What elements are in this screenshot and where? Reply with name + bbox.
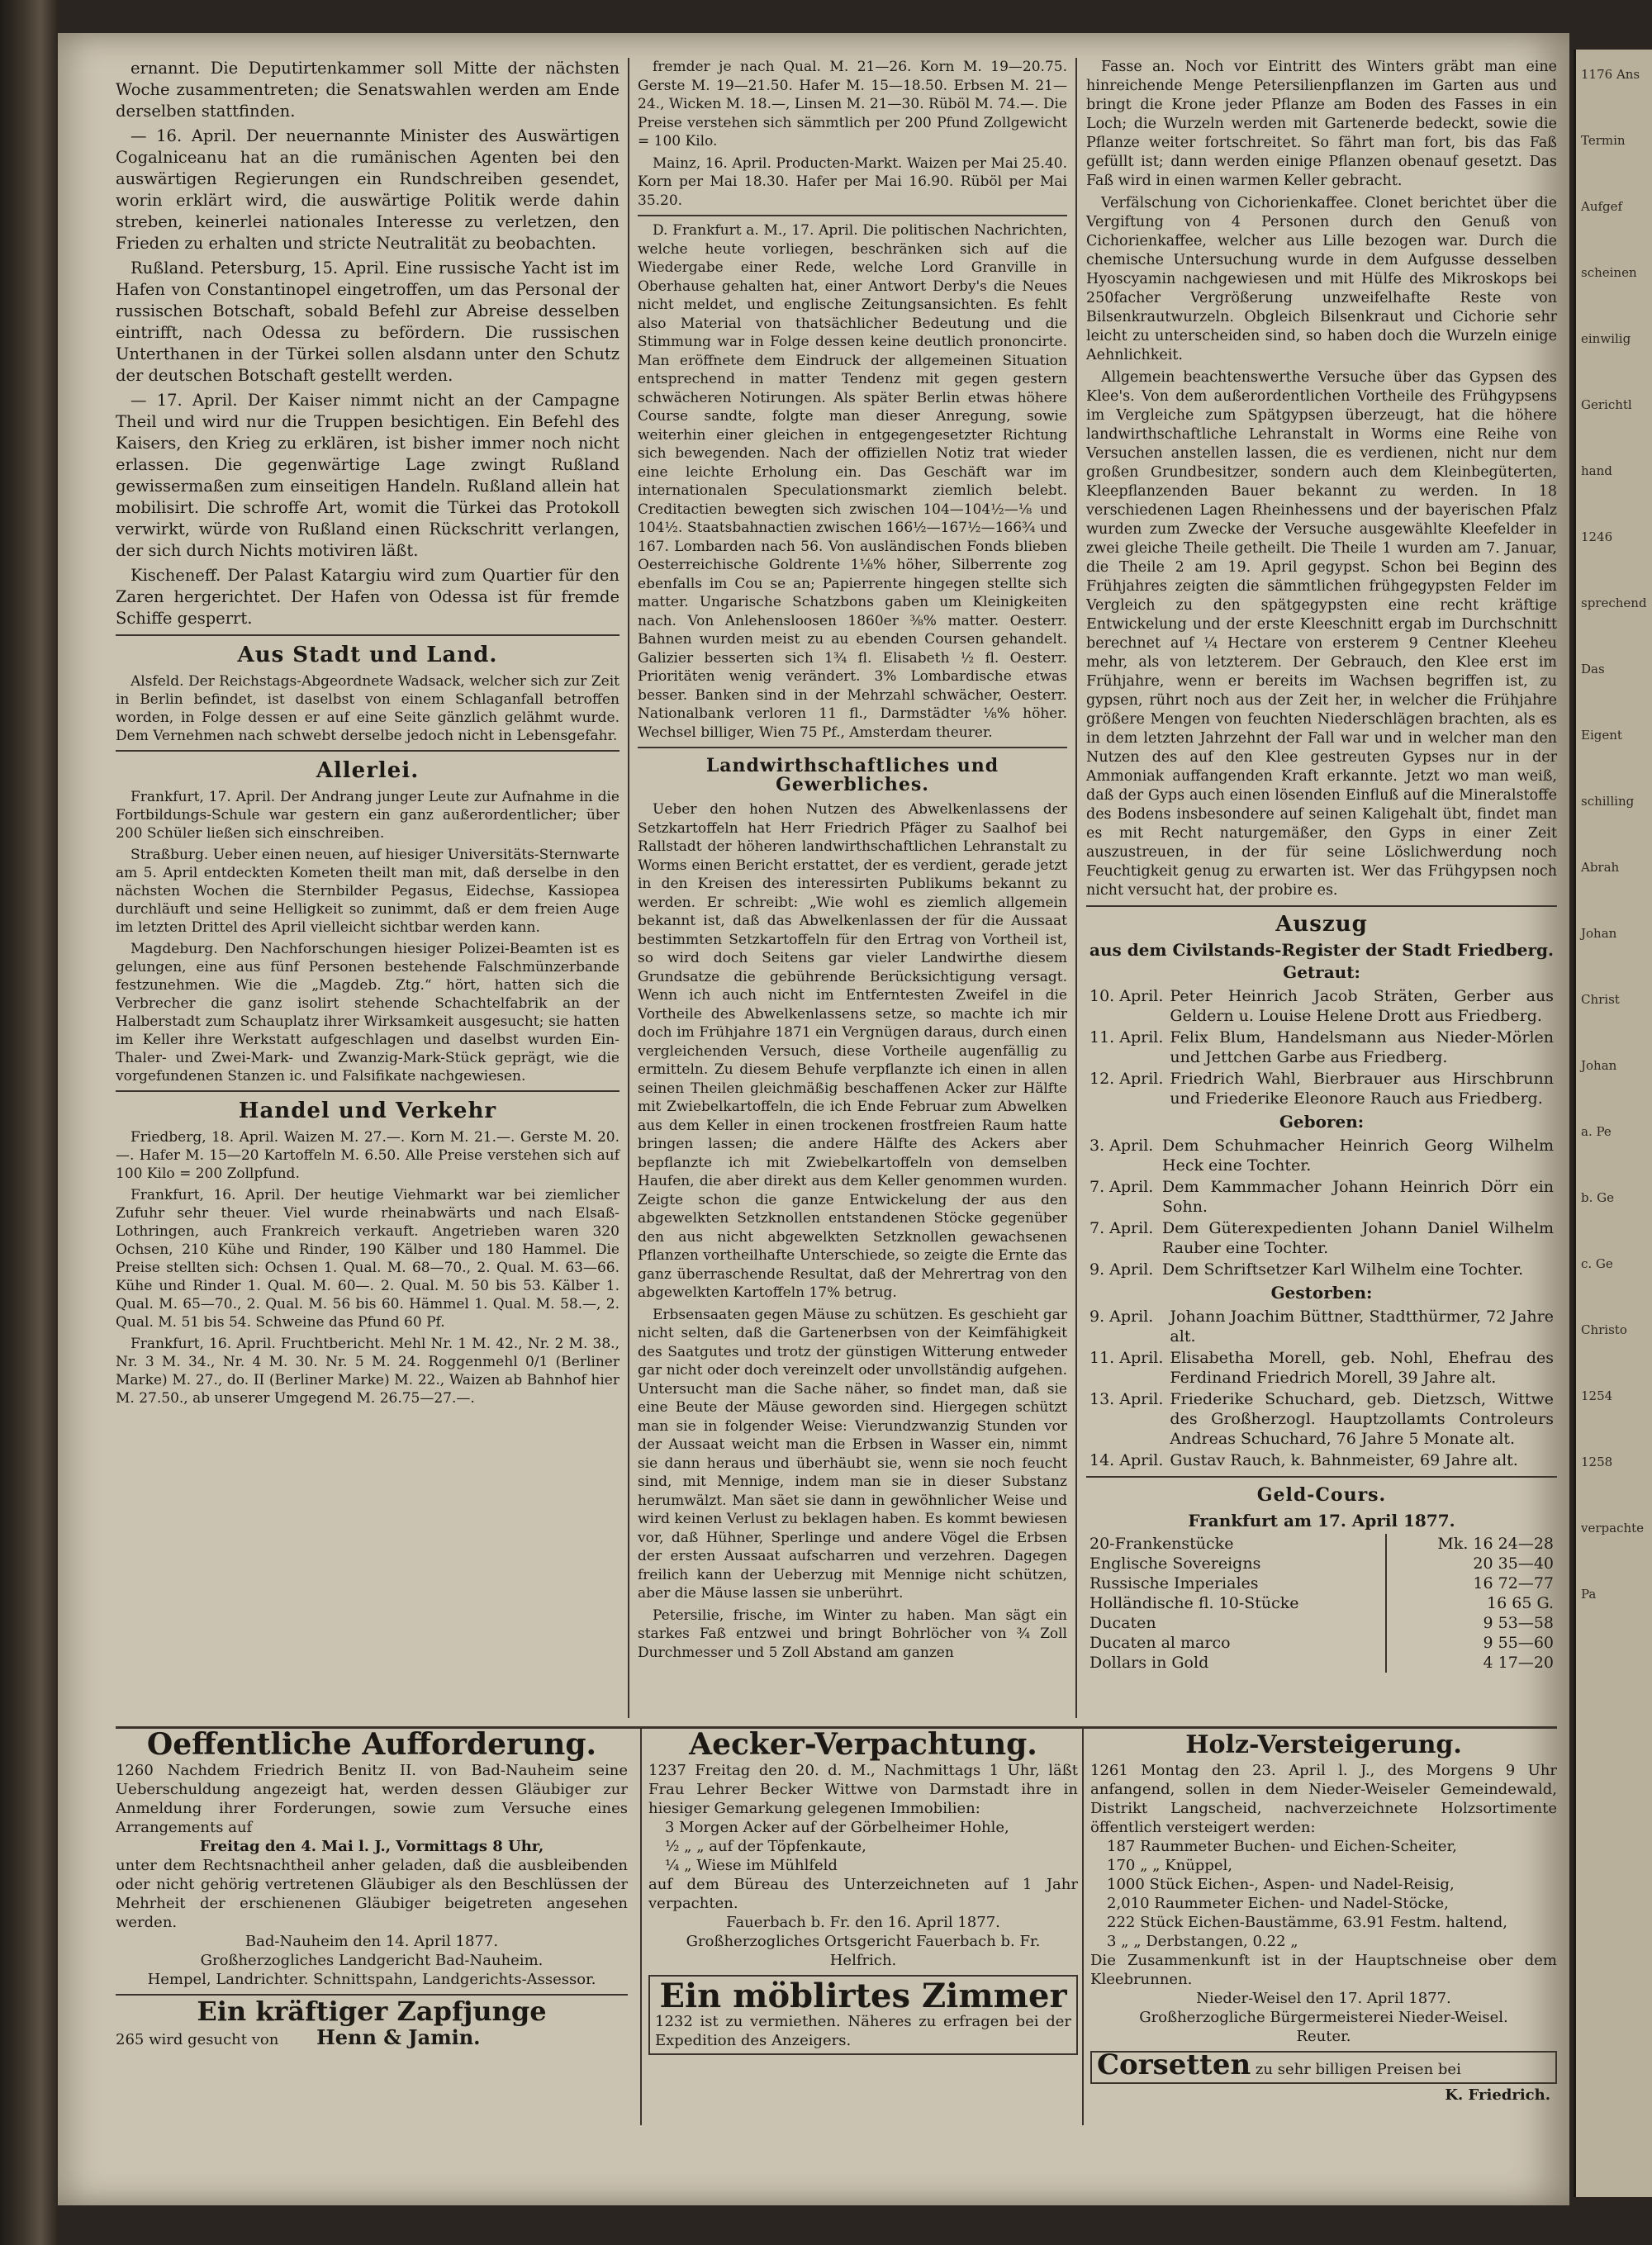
register-row	[1086, 1217, 1557, 1259]
divider	[1086, 905, 1557, 907]
adjacent-page-fragment	[1574, 50, 1652, 2197]
divider	[638, 215, 1067, 216]
currency-row	[1086, 1554, 1557, 1573]
register-row	[1086, 1450, 1557, 1471]
register-row	[1086, 1388, 1557, 1450]
ad-text: 1232 ist zu vermiethen. Näheres zu erfragen bei der Expedition des Anzeigers.	[655, 2013, 1071, 2049]
ad-text: auf dem Büreau des Unterzeichneten auf 1 Jahr verpachten.	[648, 1876, 1078, 1912]
ad-text: Die Zusammenkunft ist in der Hauptschneise ober dem Kleebrunnen.	[1090, 1952, 1557, 1988]
ad-list-item: 222 Stück Eichen-Baustämme, 63.91 Festm. haltend,	[1107, 1914, 1508, 1931]
book-spine	[0, 0, 58, 2245]
fragment-text: Johan	[1581, 926, 1617, 941]
fragment-text: Christo	[1581, 1322, 1627, 1337]
currency-value: 20 35—40	[1386, 1554, 1557, 1573]
article-text: Friedberg, 18. April. Waizen M. 27.—. Korn M. 21.—. Gerste M. 20.—. Hafer M. 15—20 Kartoffeln M. 6.50. Alle Preise verstehen sich auf 100 Kilo = 200 Zollpfund.	[116, 1129, 620, 1182]
register-entry: Elisabetha Morell, geb. Nohl, Ehefrau des Ferdinand Friedrich Morell, 39 Jahre alt.	[1170, 1349, 1554, 1387]
fragment-text: b. Ge	[1581, 1190, 1614, 1205]
fragment-text: Johan	[1581, 1058, 1617, 1073]
fragment-text: 1258	[1581, 1455, 1613, 1469]
ad-list-item: 2,010 Raummeter Eichen- und Nadel-Stöcke,	[1107, 1895, 1449, 1912]
ad-text: 265 wird gesucht von	[116, 2031, 279, 2048]
register-entry: Dem Kammmacher Johann Heinrich Dörr ein Sohn.	[1162, 1178, 1554, 1216]
ad-title: Ein möblirtes Zimmer	[659, 1977, 1067, 2015]
ad-text: zu sehr billigen Preisen bei	[1255, 2061, 1461, 2078]
ad-signature: Helfrich.	[829, 1952, 897, 1969]
ad-office: Großherzogliches Landgericht Bad-Nauheim.	[200, 1952, 544, 1969]
fragment-text: 1246	[1581, 529, 1613, 544]
article-text: Verfälschung von Cichorienkaffee. Clonet berichtet über die Vergiftung von 4 Personen durch den Genuß von Cichorienkaffee, welcher aus Lille bezogen war. Durch die chemische Untersuchung wurde in dem Aufgusse desselben Hyoscyamin nachgewiesen und mit Hülfe des Mikroskops bei 250facher Vergrößerung unzweifelhafte Reste von Bilsenkrautwurzeln. Obgleich Bilsenkraut und Cichorie sehr leicht zu unterscheiden sind, so haben doch die Wurzeln einige Aehnlichkeit.	[1086, 195, 1557, 363]
article-text: Mainz, 16. April. Producten-Markt. Waizen per Mai 25.40. Korn per Mai 18.30. Hafer per Mai 16.90. Rüböl per Mai 35.20.	[638, 154, 1067, 209]
register-date: 13. April.	[1089, 1390, 1164, 1408]
ad-title: Holz-Versteigerung.	[1185, 1730, 1462, 1759]
register-entry: Dem Schriftsetzer Karl Wilhelm eine Tochter.	[1162, 1260, 1524, 1279]
article-text: Rußland. Petersburg, 15. April. Eine russische Yacht ist im Hafen von Constantinopel eingetroffen, um das Personal der russischen Botschaft, sobald Befehl zur Abreise desselben eintrifft, nach Odessa zu befördern. Die russischen Unterthanen in der Türkei sollen alsdann unter den Schutz der deutschen Botschaft gestellt werden.	[116, 259, 620, 385]
ad-office: Großherzogliche Bürgermeisterei Nieder-Weisel.	[1139, 2009, 1508, 2026]
divider	[116, 634, 620, 636]
section-heading: Aus Stadt und Land.	[237, 643, 498, 667]
ad-place: Nieder-Weisel den 17. April 1877.	[1196, 1990, 1451, 2007]
ad-date: Freitag den 4. Mai l. J., Vormittags 8 Uhr,	[199, 1838, 544, 1855]
article-text: Erbsensaaten gegen Mäuse zu schützen. Es geschieht gar nicht selten, daß die Gartenerbsen von der Keimfähigkeit des Saatgutes und trotz der günstigen Witterung entweder gar nicht oder doch vereinzelt oder unvollständig aufgehen. Untersucht man die Sache näher, so findet man, daß sie eine Beute der Mäuse geworden sind. Hiergegen schützt man sie in folgender Weise: Vierundzwanzig Stunden vor der Aussaat weicht man die Erbsen in Wasser ein, nimmt sie dann heraus und überhäubt sie, wenn sie noch feucht sind, mit Mennige, indem man sie in dieser Substanz herumwälzt. Man säet sie dann in gewöhnlicher Weise und wird keinen Verlust zu beklagen haben. Es kommt bewiesen vor, daß Hühner, Sperlinge und andere Vögel die Erbsen der ersten Aussaat aufscharren und verzehren. Dagegen freilich kann der Ueberzug mit Mennige nicht schützen, aber die Mäuse lassen sie unberührt.	[638, 1306, 1067, 1602]
fragment-text: hand	[1581, 463, 1612, 478]
article-text: Kischeneff. Der Palast Katargiu wird zum Quartier für den Zaren hergerichtet. Der Hafen von Odessa ist für fremde Schiffe gesperrt.	[116, 566, 620, 628]
column-1	[116, 58, 620, 1411]
article-text: Petersilie, frische, im Winter zu haben. Man sägt ein starkes Faß entzwei und bringt Bohrlöcher von ¾ Zoll Durchmesser und 5 Zoll Abstand am ganzen	[638, 1607, 1067, 1661]
register-entry: Peter Heinrich Jacob Sträten, Gerber aus Geldern u. Louise Helene Drott aus Friedberg.	[1170, 987, 1554, 1025]
ad-list-item: ½ „ „ auf der Töpfenkaute,	[665, 1838, 866, 1855]
fragment-text: 1176 Ans	[1581, 67, 1640, 82]
ad-signature: Reuter.	[1296, 2028, 1351, 2045]
register-date: 12. April.	[1089, 1070, 1164, 1088]
article-text: Frankfurt, 17. April. Der Andrang junger Leute zur Aufnahme in die Fortbildungs-Schule war gestern ein ganz außerordentlicher; über 200 Schüler ließen sich einschreiben.	[116, 789, 620, 842]
ad-firm: K. Friedrich.	[1445, 2086, 1550, 2104]
fragment-text: verpachte	[1581, 1521, 1645, 1535]
register-date: 10. April.	[1089, 987, 1164, 1005]
register-row	[1086, 985, 1557, 1027]
column-rule	[1075, 58, 1077, 1718]
ad-title: Oeffentliche Aufforderung.	[146, 1727, 597, 1762]
article-text: Allgemein beachtenswerthe Versuche über das Gypsen des Klee's. Von dem außerordentlichen Vortheile des Frühgypsens im Vergleiche zum Spätgypsen überzeugt, hat die höhere landwirthschaftliche Lehranstalt in Worms eine Reihe von Versuchen anstellen lassen, die es verdienen, nicht nur dem großen Grundbesitzer, sondern auch dem Kleinbegüterten, Kleepflanzenden Bauer bekannt zu werden. In 18 verschiedenen Lagen Rheinhessens und der bayerischen Pfalz wurden zum Zwecke der Versuche ausgewählte Kleefelder in zwei gleiche Theile getheilt. Die Theile 1 wurden am 7. Januar, die Theile 2 am 19. April gegypst. Schon bei Beginn des Frühjahres zeigten die sämmtlichen frühgegypsten Felder im Vergleich zu den spätgegypsten eine recht kräftige Entwickelung und der erste Kleeschnitt ergab im Durchschnitt berechnet auf ¼ Hectare von ersterem 9 Centner Kleeheu mehr, als von letzterem. Der Gebrauch, den Klee erst im Frühjahre, wenn er bereits im Wachsen begriffen ist, zu gypsen, rührt noch aus der Zeit her, in welcher die Frühjahre größere Mengen von feuchten Niederschlägen brachten, als es in dem letzten Jahrzehnt der Fall war und in welcher man den Nutzen des auf den Klee gestreuten Gypses nur in der Ammoniak auffangenden Kraft erkannte. Jetzt wo man weiß, daß der Gyps auch einen lösenden Einfluß auf die Mineralstoffe des Bodens insbesondere auf seinen Kaligehalt übt, findet man es mit Recht naturgemäßer, den Gyps in einer Zeit auszustreuen, in der für seine Löslichwerdung noch Feuchtigkeit genug zu erwarten ist. Wer das Frühgypsen noch nicht versucht hat, der probire es.	[1086, 369, 1557, 899]
ad-list-item: 170 „ „ Knüppel,	[1107, 1857, 1232, 1874]
column-2	[638, 58, 1067, 1665]
ad-list-item: ¼ „ Wiese im Mühlfeld	[665, 1857, 838, 1874]
article-text: Magdeburg. Den Nachforschungen hiesiger Polizei-Beamten ist es gelungen, eine aus fünf Personen bestehende Falschmünzerbande festzunehmen. Wie die „Magdeb. Ztg.“ hört, hatten sich die Verbrecher die ganz isolirt stehende Schachtelfabrik an der Halberstadt zum Schauplatz ihrer Wirksamkeit ausgesucht; sie hatten im Keller ihre Werkstatt aufgeschlagen und daselbst wurden Ein-Thaler- und Zwei-Mark- und Zwanzig-Mark-Stück geprägt, wie die vorgefundenen Stanzen ic. und Falsifikate nachgewiesen.	[116, 941, 620, 1085]
register-entry: Dem Güterexpedienten Johann Daniel Wilhelm Rauber eine Tochter.	[1162, 1219, 1554, 1257]
section-subheading: aus dem Civilstands-Register der Stadt Friedberg.	[1089, 940, 1554, 960]
register-table-born	[1086, 1135, 1557, 1280]
register-row	[1086, 1135, 1557, 1176]
fragment-text: scheinen	[1581, 265, 1637, 280]
ad-list-item: 1000 Stück Eichen-, Aspen- und Nadel-Reisig,	[1107, 1876, 1455, 1893]
column-3	[1086, 58, 1557, 1673]
ad-text: unter dem Rechtsnachtheil anher geladen, daß die ausbleibenden oder nicht gehörig vertretenen Gläubiger als den Beschlüssen der Mehrheit der erschienenen Gläubiger beigetreten angesehen werden.	[116, 1857, 628, 1931]
section-subheading: Frankfurt am 17. April 1877.	[1188, 1511, 1455, 1531]
currency-row	[1086, 1653, 1557, 1673]
register-date: 14. April.	[1089, 1451, 1164, 1469]
article-text: Alsfeld. Der Reichstags-Abgeordnete Wadsack, welcher sich zur Zeit in Berlin befindet, ist daselbst von einem Schlaganfall betroffen worden, in Folge dessen er auf eine Seite gänzlich gelähmt wurde. Dem Vernehmen nach schwebt derselbe jedoch nicht in Lebensgefahr.	[116, 673, 620, 744]
fragment-text: Termin	[1581, 133, 1626, 148]
register-row	[1086, 1347, 1557, 1388]
column-rule	[628, 58, 629, 1718]
ad-text: 1237 Freitag den 20. d. M., Nachmittags 1 Uhr, läßt Frau Lehrer Becker Wittwe von Darmstadt ihre in hiesiger Gemarkung gelegenen Immobilien:	[648, 1762, 1078, 1817]
ad-list-item: 3 Morgen Acker auf der Görbelheimer Hohle,	[665, 1819, 1009, 1836]
currency-value: 9 53—58	[1386, 1613, 1557, 1633]
register-entry: Gustav Rauch, k. Bahnmeister, 69 Jahre alt.	[1170, 1451, 1518, 1469]
currency-name: Dollars in Gold	[1089, 1654, 1209, 1672]
register-date: 7. April.	[1089, 1219, 1154, 1237]
currency-row	[1086, 1534, 1557, 1554]
currency-row	[1086, 1593, 1557, 1613]
register-row	[1086, 1068, 1557, 1109]
fragment-text: Pa	[1581, 1587, 1597, 1602]
ad-text: 1261 Montag den 23. April l. J., des Morgens 9 Uhr anfangend, sollen in dem Nieder-Weiseler Gemeindewald, Distrikt Langscheid, nachverzeichnete Holzsortimente öffentlich versteigert werden:	[1090, 1762, 1557, 1836]
section-heading: Geld-Cours.	[1256, 1484, 1387, 1506]
section-heading: Allerlei.	[316, 758, 420, 783]
register-date: 7. April.	[1089, 1178, 1154, 1196]
ad-wood-auction	[1082, 1729, 1557, 2125]
ad-list-item: 187 Raummeter Buchen- und Eichen-Scheiter,	[1107, 1838, 1457, 1855]
divider	[116, 1090, 620, 1092]
register-entry: Dem Schuhmacher Heinrich Georg Wilhelm Heck eine Tochter.	[1162, 1137, 1554, 1175]
article-text: Frankfurt, 16. April. Der heutige Viehmarkt war bei ziemlicher Zufuhr sehr theuer. Viel wurde rheinabwärts und nach Elsaß-Lothringen, auch Frankreich verkauft. Angetrieben waren 320 Ochsen, 210 Kühe und Rinder, 190 Kälber und 180 Hammel. Die Preise stellten sich: Ochsen 1. Qual. M. 68—70., 2. Qual. M. 63—66. Kühe und Rinder 1. Qual. M. 60—. 2. Qual. M. 50 bis 53. Kälber 1. Qual. M. 65—70., 2. Qual. M. 56 bis 60. Hämmel 1. Qual. M. 58.—, 2. Qual. M. 51 bis 54. Schweine das Pfund 60 Pf.	[116, 1187, 620, 1331]
ad-place: Bad-Nauheim den 14. April 1877.	[244, 1933, 499, 1950]
article-text: Frankfurt, 16. April. Fruchtbericht. Mehl Nr. 1 M. 42., Nr. 2 M. 38., Nr. 3 M. 34., Nr. 4 M. 30. Nr. 5 M. 24. Roggenmehl 0/1 (Berliner Marke) M. 27., do. II (Berliner Marke) M. 22., Waizen ab Bahnhof hier M. 27.50., ab unserer Umgegend M. 26.75—27.—.	[116, 1336, 620, 1407]
register-row	[1086, 1306, 1557, 1347]
register-entry: Friederike Schuchard, geb. Dietzsch, Wittwe des Großherzogl. Hauptzollamts Controleurs Andreas Schuchard, 76 Jahre 5 Monate alt.	[1170, 1390, 1554, 1448]
fragment-text: sprechend	[1581, 596, 1647, 610]
fragment-text: Christ	[1581, 992, 1620, 1007]
ad-title: Aecker-Verpachtung.	[689, 1727, 1037, 1762]
currency-name: Ducaten al marco	[1089, 1634, 1231, 1652]
register-date: 9. April.	[1089, 1260, 1154, 1279]
fragment-text: Aufgef	[1581, 199, 1623, 214]
register-row	[1086, 1176, 1557, 1217]
register-entry: Johann Joachim Büttner, Stadtthürmer, 72 Jahre alt.	[1170, 1308, 1554, 1346]
article-text: Fasse an. Noch vor Eintritt des Winters gräbt man eine hinreichende Menge Petersilienpflanzen im Garten aus und bringt die Krone jeder Pflanze am Boden des Fasses in ein Loch; die Wurzeln werden mit Gartenerde bedeckt, sowie die Pflanze weiter fortschreitet. So fährt man fort, bis das Faß gefüllt ist; dann werden einige Pflanzen obenauf gesetzt. Das Faß wird in einen warmen Keller gebracht.	[1086, 59, 1557, 189]
register-date: 11. April.	[1089, 1028, 1164, 1047]
fragment-text: einwilig	[1581, 331, 1631, 346]
currency-value: 9 55—60	[1386, 1633, 1557, 1653]
register-date: 3. April.	[1089, 1137, 1154, 1155]
currency-name: Russische Imperiales	[1089, 1574, 1259, 1592]
currency-row	[1086, 1633, 1557, 1653]
ad-office: Großherzogliches Ortsgericht Fauerbach b. Fr.	[686, 1933, 1041, 1950]
ad-signature: Hempel, Landrichter. Schnittspahn, Landgerichts-Assessor.	[147, 1971, 596, 1988]
currency-name: Ducaten	[1089, 1614, 1156, 1632]
fragment-text: schilling	[1581, 794, 1635, 809]
register-row	[1086, 1027, 1557, 1068]
article-text: Straßburg. Ueber einen neuen, auf hiesiger Universitäts-Sternwarte am 5. April entdeckten Kometen theilt man mit, daß derselbe in den nächsten Wochen die Sternbilder Pegasus, Eidechse, Kassiopea durchläuft und seine Helligkeit so zunimmt, daß er dem freien Auge im letzten Drittel des April vielleicht sichtbar werden kann.	[116, 847, 620, 936]
section-heading: Handel und Verkehr	[238, 1099, 497, 1123]
currency-value: 16 65 G.	[1386, 1593, 1557, 1613]
divider	[1086, 1476, 1557, 1478]
ad-firm: Henn & Jamin.	[316, 2025, 481, 2049]
ad-box	[648, 1975, 1078, 2055]
currency-row	[1086, 1613, 1557, 1633]
article-text: fremder je nach Qual. M. 21—26. Korn M. 19—20.75. Gerste M. 19—21.50. Hafer M. 15—18.50. Erbsen M. 21—24., Wicken M. 18.—, Linsen M. 21—30. Rüböl M. 74.—. Die Preise verstehen sich sämmtlich per 200 Pfund Zollgewicht = 100 Kilo.	[638, 59, 1067, 150]
fragment-text: 1254	[1581, 1388, 1613, 1403]
article-text: ernannt. Die Deputirtenkammer soll Mitte der nächsten Woche zusammentreten; die Senatswahlen werden am Ende derselben stattfinden.	[116, 59, 620, 121]
article-text: D. Frankfurt a. M., 17. April. Die politischen Nachrichten, welche heute vorliegen, beschränken sich auf die Wiedergabe einer Rede, welche Lord Granville in Oberhause gehalten hat, einer Antwort Derby's die Neues nicht meldet, und englische Zeitungsansichten. Es fehlt also Material von thatsächlicher Bedeutung und die Stimmung war in Folge dessen keine deutlich prononcirte. Man eröffnete dem Eindruck der allgemeinen Situation entsprechend in matter Tendenz mit gegen gestern schwächeren Notirungen. Als später Berlin etwas höhere Course sandte, folgte man dieser Anregung, sowie weiterhin einer gleichen in entgegengesetzter Richtung sich bewegenden. Nach der offiziellen Notiz trat wieder eine leichte Erholung ein. Das Geschäft war im internationalen Speculationsmarkt ziemlich belebt. Creditactien bewegten sich zwischen 104—104½—⅛ und 104½. Staatsbahnactien zwischen 166½—167½—166¾ und 167. Lombarden nach 56. Von ausländischen Fonds blieben Oesterreichische Goldrente 1⅛% höher, Silberrente zog ebenfalls im Cou se an; Papierrente hingegen stellte sich matter. Ungarische Schatzbons gaben um Kleinigkeiten nach. Von Anlehensloosen 1860er ⅜% matter. Oesterr. Bahnen wurden meist zu au ebenden Coursen gehandelt. Galizier besserten sich 1¾ fl. Elisabeth ½ fl. Oesterr. Prioritäten wenig verändert. 3% Lombardische etwas besser. Banken sind in der Mehrzahl schwächer, Oesterr. Nationalbank verloren 11 fl., Darmstädter ⅛% höher. Wechsel billiger, Wien 75 Pf., Amsterdam theurer.	[638, 222, 1067, 741]
ad-title: Ein kräftiger Zapfjunge	[197, 1996, 547, 2027]
register-heading: Gestorben:	[1270, 1283, 1373, 1303]
fragment-text: Das	[1581, 662, 1605, 676]
fragment-text: a. Pe	[1581, 1124, 1612, 1139]
ad-box	[1090, 2048, 1557, 2104]
currency-table	[1086, 1534, 1557, 1673]
article-text: Ueber den hohen Nutzen des Abwelkenlassens der Setzkartoffeln hat Herr Friedrich Pfäger zu Saalhof bei Rallstadt der höheren landwirthschaftlichen Lehranstalt zu Worms einen Bericht erstattet, der es verdient, gerade jetzt in den Kreisen des interessirten Publikums bekannt zu werden. Er schreibt: „Wie wohl es ziemlich allgemein bekannt ist, daß das Abwelkenlassen der für die Aussaat bestimmten Setzkartoffeln für den Ertrag von Vortheil ist, so wird doch Seitens gar vieler Landwirthe diesem Grundsatze die gebührende Berücksichtigung versagt. Wenn ich auch nicht im Entferntesten Zweifel in die Vortheile des Abwelkenlassens setze, so machte ich mir doch im Frühjahre 1871 ein Vergnügen daraus, durch einen vergleichenden Versuch, diese Vortheile augenfällig zu ermitteln. Zu diesem Behufe verpflanzte ich einen in allen seinen Theilen gleichmäßig beschaffenen Acker zur Hälfte mit Zwiebelkartoffeln, die ich Ende Februar zum Abwelken aus dem Keller in einen trockenen frostfreien Raum hatte bringen lassen; die andere Hälfte des Ackers aber bepflanzte ich mit Zwiebelkartoffeln von demselben Haufen, die aber direkt aus dem Keller genommen wurden. Zeigte schon die ganze Entwickelung der aus den abgewelkten Setzknollen entstandenen Stöcke gegenüber den aus nicht abgewelkten Setzknollen gewachsenen Pflanzen vortheilhafte Unterschiede, so zeigte die Ernte das ganz überraschende Resultat, daß der Mehrertrag von den abgewelkten Kartoffeln 17% betrug.	[638, 801, 1067, 1301]
fragment-text: Gerichtl	[1581, 397, 1632, 412]
register-heading: Geboren:	[1279, 1112, 1365, 1132]
fragment-text: Abrah	[1581, 860, 1620, 875]
currency-value: 16 72—77	[1386, 1573, 1557, 1593]
currency-value: 4 17—20	[1386, 1653, 1557, 1673]
currency-name: 20-Frankenstücke	[1089, 1535, 1234, 1553]
register-date: 11. April.	[1089, 1349, 1164, 1367]
article-text: — 17. April. Der Kaiser nimmt nicht an der Campagne Theil und wird nur die Truppen besichtigen. Ein Befehl des Kaisers, den Krieg zu erklären, ist bisher immer noch nicht erlassen. Die gegenwärtige Lage zwingt Rußland gewissermaßen zum einseitigen Handeln. Rußland allein hat mobilisirt. Die schroffe Art, womit die Türkei das Protokoll verwirkt, würde von Rußland einen Rückschritt verlangen, der sich durch Nichts motiviren läßt.	[116, 391, 620, 560]
ad-land-lease	[640, 1729, 1078, 2125]
advertisement-section	[116, 1726, 1557, 2125]
register-entry: Felix Blum, Handelsmann aus Nieder-Mörlen und Jettchen Garbe aus Friedberg.	[1170, 1028, 1554, 1066]
register-table-married	[1086, 985, 1557, 1109]
currency-name: Holländische fl. 10-Stücke	[1089, 1594, 1299, 1612]
fragment-text: Eigent	[1581, 728, 1622, 743]
section-heading: Auszug	[1275, 912, 1368, 937]
section-heading: Landwirthschaftliches und Gewerbliches.	[705, 755, 999, 795]
ad-title: Corsetten	[1097, 2048, 1251, 2081]
article-text: — 16. April. Der neuernannte Minister des Auswärtigen Cogalniceanu hat an die rumänischen Agenten bei den auswärtigen Regierungen ein Rundschreiben gesendet, worin erklärt wird, die auswärtige Politik werde dahin streben, keinerlei nationales Interesse zu verletzen, den Frieden zu erhalten und stricte Neutralität zu beobachten.	[116, 126, 620, 253]
divider	[638, 747, 1067, 748]
ad-list-item: 3 „ „ Derbstangen, 0.22 „	[1107, 1933, 1298, 1950]
register-entry: Friedrich Wahl, Bierbrauer aus Hirschbrunn und Friederike Eleonore Rauch aus Friedberg.	[1170, 1070, 1554, 1108]
ad-public-notice	[116, 1729, 628, 2125]
ad-text: 1260 Nachdem Friedrich Benitz II. von Bad-Nauheim seine Ueberschuldung angezeigt hat, werden dessen Gläubiger zur Anmeldung ihrer Forderungen, sowie zum Versuche eines Arrangements auf	[116, 1762, 628, 1836]
divider	[116, 750, 620, 752]
register-table-died	[1086, 1306, 1557, 1471]
register-heading: Getraut:	[1283, 962, 1360, 982]
ad-place: Fauerbach b. Fr. den 16. April 1877.	[726, 1914, 1000, 1931]
register-row	[1086, 1259, 1557, 1280]
currency-name: Englische Sovereigns	[1089, 1554, 1261, 1573]
fragment-text: c. Ge	[1581, 1256, 1613, 1271]
currency-value: Mk. 16 24—28	[1386, 1534, 1557, 1554]
register-date: 9. April.	[1089, 1308, 1154, 1326]
currency-row	[1086, 1573, 1557, 1593]
